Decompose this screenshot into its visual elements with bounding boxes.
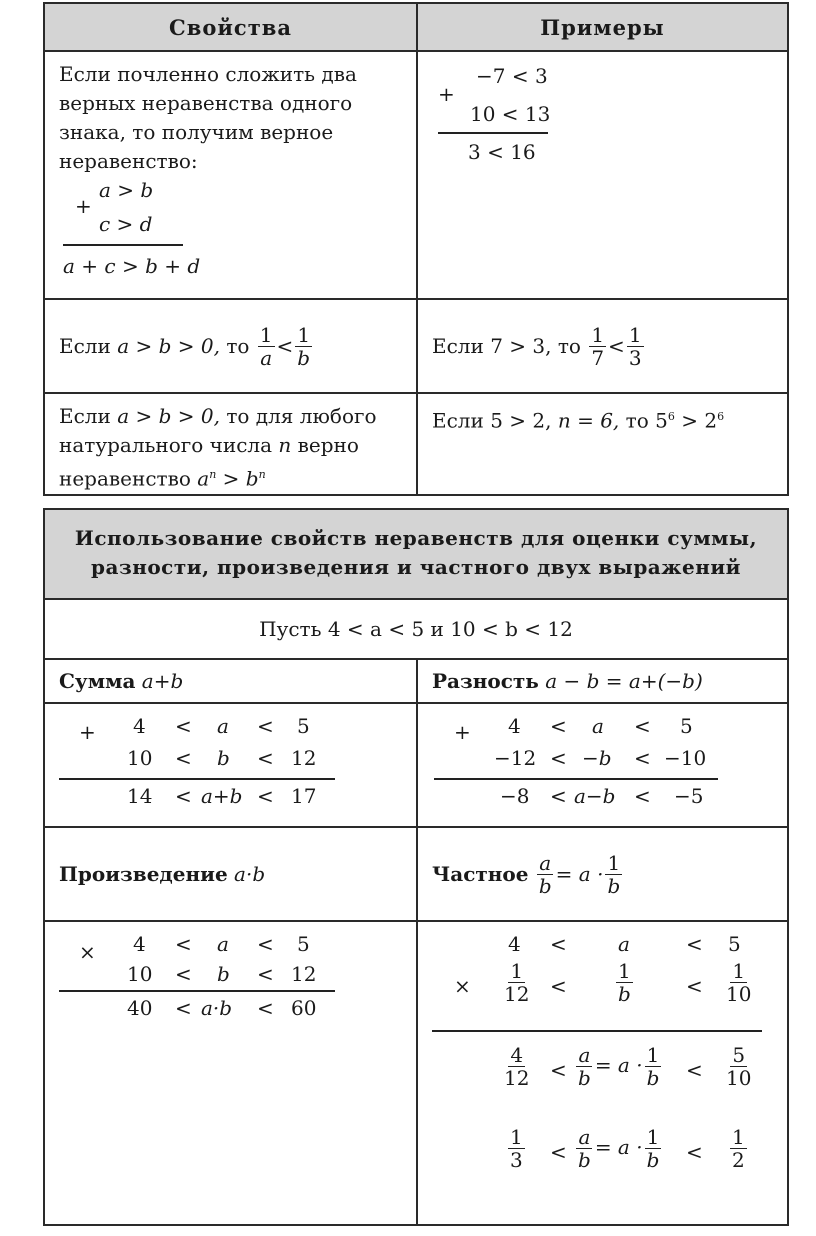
diff-r1-c5: 5 xyxy=(680,714,693,738)
prod-r2-c2: < xyxy=(175,962,192,986)
sum-diff-header-row xyxy=(45,658,787,702)
quot-r2-lt1: < xyxy=(550,974,567,998)
fraction-denominator: 2 xyxy=(732,1148,745,1172)
fraction-numerator: 5 xyxy=(732,1043,746,1067)
fraction-numerator: 1 xyxy=(732,959,746,983)
example-power-n: n = 6, xyxy=(557,408,620,433)
let-statement: Пусть 4 < a < 5 и 10 < b < 12 xyxy=(259,616,573,641)
quot-label: Частное xyxy=(432,861,529,886)
diff-label: Разность xyxy=(432,668,539,693)
sum-r3-c2: < xyxy=(175,784,192,808)
example-power-exp2: 6 xyxy=(717,410,725,423)
prod-rule xyxy=(59,990,335,992)
quot-r4-frac1 xyxy=(508,1126,525,1171)
prod-r1-c4: < xyxy=(257,932,274,956)
fraction-numerator: 1 xyxy=(259,322,273,347)
fraction-a-over-b xyxy=(576,1126,593,1171)
example-power-base1: 5 xyxy=(655,408,668,433)
less-sign: < xyxy=(276,333,294,358)
prod-label: Произведение xyxy=(59,861,228,886)
sum-r3-c1: 14 xyxy=(127,784,153,808)
less-sign: < xyxy=(608,333,625,358)
prod-r2-c5: 12 xyxy=(291,962,317,986)
diff-r3-c5: −5 xyxy=(674,784,704,808)
quot-r3-lt1: < xyxy=(550,1058,567,1082)
example-addition-scheme xyxy=(432,60,773,180)
fraction-numerator: 1 xyxy=(510,1125,523,1149)
diff-r3-c4: < xyxy=(634,784,651,808)
fraction-1-over-a xyxy=(258,324,275,369)
fraction-numerator: 4 xyxy=(510,1043,524,1067)
property-row-reciprocal xyxy=(45,298,787,392)
fraction-1-over-7 xyxy=(589,324,606,369)
diff-r1-c2: < xyxy=(550,714,567,738)
diff-r3-c1: −8 xyxy=(500,784,530,808)
quot-r3-frac1 xyxy=(502,1044,531,1089)
fraction-1-over-b xyxy=(295,324,312,369)
power-text3: верно неравенство xyxy=(59,433,359,491)
fraction-denominator: 10 xyxy=(726,982,752,1006)
power-base-a: a xyxy=(197,466,210,491)
property-row-addition xyxy=(45,50,787,298)
prod-r2-c4: < xyxy=(257,962,274,986)
fraction-denominator: b xyxy=(578,1066,591,1090)
prod-quot-scheme-row xyxy=(45,920,787,1224)
prod-sign: × xyxy=(79,940,96,964)
quot-r1-c4: < xyxy=(686,932,703,956)
quot-r2-lt2: < xyxy=(686,974,703,998)
fraction-numerator: 1 xyxy=(591,322,605,347)
sum-r2-c4: < xyxy=(257,746,274,770)
sum-r1-c5: 5 xyxy=(297,714,310,738)
fraction-denominator: b xyxy=(578,1148,591,1172)
addition-scheme xyxy=(59,176,402,286)
diff-r3-c3: a−b xyxy=(574,784,616,808)
addition-rule xyxy=(63,244,183,246)
quot-r3-frac3 xyxy=(724,1044,753,1089)
power-text1: Если xyxy=(59,404,111,428)
example-reciprocal-then: то xyxy=(557,333,581,358)
fraction-denominator: 10 xyxy=(726,1066,752,1090)
fraction-denominator: b xyxy=(538,873,552,898)
property-addition xyxy=(45,52,418,298)
quot-r2-frac2 xyxy=(616,960,633,1005)
sum-header xyxy=(45,660,418,702)
diff-header xyxy=(418,660,787,702)
reciprocal-prefix: Если xyxy=(59,333,111,358)
header-properties: Свойства xyxy=(45,4,418,50)
quot-r3-mid xyxy=(574,1044,663,1089)
property-row-power xyxy=(45,392,787,494)
diff-r2-c5: −10 xyxy=(664,746,707,770)
diff-r2-c1: −12 xyxy=(494,746,537,770)
sum-r1-c3: a xyxy=(217,714,229,738)
fraction-numerator: 1 xyxy=(732,1125,745,1149)
example-power-then: то xyxy=(625,408,649,433)
fraction-numerator: 1 xyxy=(618,959,631,983)
example-reciprocal-condition: 7 > 3, xyxy=(490,333,552,358)
reciprocal-then: то xyxy=(226,333,250,358)
fraction-denominator: 7 xyxy=(591,345,605,370)
estimation-title: Использование свойств неравенств для оценки суммы, разности, произведения и частного двух выражений xyxy=(45,510,787,598)
quot-r4-lt1: < xyxy=(550,1140,567,1164)
fraction-denominator: 12 xyxy=(504,1066,530,1090)
example-power xyxy=(418,394,787,494)
sum-r2-c1: 10 xyxy=(127,746,153,770)
fraction-a-over-b xyxy=(576,1044,593,1089)
properties-table-header xyxy=(45,4,787,50)
diff-r1-c1: 4 xyxy=(508,714,521,738)
property-reciprocal xyxy=(45,300,418,392)
fraction-numerator: 1 xyxy=(646,1125,660,1149)
prod-expr: a·b xyxy=(234,861,266,886)
prod-r1-c1: 4 xyxy=(133,932,146,956)
power-text2: то для любого натурального числа xyxy=(59,404,377,457)
header-examples: Примеры xyxy=(540,14,665,40)
prod-scheme xyxy=(45,922,418,1224)
fraction-1-over-b xyxy=(645,1044,662,1089)
quot-r4-lt2: < xyxy=(686,1140,703,1164)
estimation-title-row xyxy=(45,510,787,598)
sum-r1-c1: 4 xyxy=(133,714,146,738)
sum-r1-c2: < xyxy=(175,714,192,738)
fraction-numerator: 1 xyxy=(646,1043,660,1067)
prod-r3-c2: < xyxy=(175,996,192,1020)
addition-result: a + c > b + d xyxy=(63,254,201,278)
sum-label: Сумма xyxy=(59,668,136,693)
example-power-sign: > xyxy=(681,408,698,433)
fraction-denominator: 3 xyxy=(628,345,642,370)
fraction-numerator: 1 xyxy=(607,850,621,875)
prod-r2-c1: 10 xyxy=(127,962,153,986)
addition-line1: a > b xyxy=(99,178,154,202)
fraction-denominator: b xyxy=(607,873,621,898)
fraction-denominator: 3 xyxy=(510,1148,523,1172)
diff-columns xyxy=(432,712,773,812)
quot-r4-mid xyxy=(574,1126,663,1171)
prod-columns xyxy=(59,930,402,1030)
prod-r1-c2: < xyxy=(175,932,192,956)
sum-r3-c4: < xyxy=(257,784,274,808)
fraction-numerator: 1 xyxy=(297,322,311,347)
quot-r1-c5: 5 xyxy=(728,932,741,956)
power-condition: a > b > 0, xyxy=(117,404,220,428)
fraction-numerator: 1 xyxy=(510,959,524,983)
sum-rule xyxy=(59,778,335,780)
fraction-1-over-b xyxy=(645,1126,662,1171)
quot-rule xyxy=(432,1030,762,1032)
diff-sign: + xyxy=(454,720,471,744)
fraction-numerator: a xyxy=(539,850,552,875)
example-result: 3 < 16 xyxy=(468,140,536,164)
example-line2: 10 < 13 xyxy=(470,102,551,126)
prod-r3-c5: 60 xyxy=(291,996,317,1020)
fraction-denominator: b xyxy=(297,345,311,370)
sum-r3-c5: 17 xyxy=(291,784,317,808)
addition-line2: c > d xyxy=(99,212,153,236)
estimation-table xyxy=(43,508,789,1226)
prod-r3-c3: a·b xyxy=(201,996,233,1020)
example-rule xyxy=(438,132,548,134)
quot-r2-frac3 xyxy=(724,960,753,1005)
quot-r1-c1: 4 xyxy=(508,932,521,956)
prod-header xyxy=(45,828,418,920)
example-reciprocal xyxy=(418,300,787,392)
prod-r1-c5: 5 xyxy=(297,932,310,956)
fraction-numerator: a xyxy=(578,1125,591,1149)
sum-expr: a+b xyxy=(141,668,184,693)
sum-r2-c3: b xyxy=(217,746,230,770)
prod-r3-c1: 40 xyxy=(127,996,153,1020)
sum-diff-scheme-row xyxy=(45,702,787,826)
properties-table xyxy=(43,2,789,496)
power-exp-b: n xyxy=(258,468,266,481)
fraction-1-over-3 xyxy=(627,324,644,369)
addition-text: Если почленно сложить два верных неравенства одного знака, то получим верное неравенство: xyxy=(59,62,357,173)
sum-r2-c2: < xyxy=(175,746,192,770)
sum-sign: + xyxy=(79,720,96,744)
quot-r2-frac1 xyxy=(502,960,531,1005)
fraction-numerator: 1 xyxy=(628,322,642,347)
quot-r3-lt2: < xyxy=(686,1058,703,1082)
fraction-denominator: a xyxy=(260,345,273,370)
quot-eq: = a · xyxy=(594,1053,643,1077)
diff-r2-c2: < xyxy=(550,746,567,770)
reciprocal-condition: a > b > 0, xyxy=(117,333,220,358)
fraction-denominator: b xyxy=(618,982,631,1006)
diff-r3-c2: < xyxy=(550,784,567,808)
diff-r1-c4: < xyxy=(634,714,651,738)
diff-expr: a − b = a+(−b) xyxy=(545,668,703,693)
prod-r1-c3: a xyxy=(217,932,229,956)
fraction-numerator: a xyxy=(578,1043,591,1067)
sum-scheme xyxy=(45,704,418,826)
power-base-b: b xyxy=(245,466,259,491)
property-power xyxy=(45,394,418,494)
quot-eq: = a · xyxy=(555,861,604,886)
sum-r1-c4: < xyxy=(257,714,274,738)
example-reciprocal-prefix: Если xyxy=(432,333,484,358)
power-n: n xyxy=(278,433,292,457)
let-row xyxy=(45,598,787,658)
addition-plus: + xyxy=(75,194,92,218)
prod-quot-header-row xyxy=(45,826,787,920)
prod-r2-c3: b xyxy=(217,962,230,986)
example-line1: −7 < 3 xyxy=(476,64,548,88)
quot-r4-frac3 xyxy=(730,1126,747,1171)
fraction-denominator: b xyxy=(646,1066,660,1090)
power-sign: > xyxy=(222,466,240,491)
diff-r2-c3: −b xyxy=(582,746,612,770)
quot-r1-c3: a xyxy=(618,932,630,956)
sum-columns xyxy=(59,712,402,812)
diff-scheme xyxy=(418,704,787,826)
example-power-text: Если 5 > 2, xyxy=(432,408,552,433)
sum-r3-c3: a+b xyxy=(201,784,243,808)
quot-columns xyxy=(432,930,773,1220)
example-power-base2: 2 xyxy=(704,408,718,433)
fraction-a-over-b xyxy=(537,852,554,897)
diff-r2-c4: < xyxy=(634,746,651,770)
example-plus: + xyxy=(438,82,455,106)
fraction-denominator: b xyxy=(646,1148,660,1172)
example-power-exp1: 6 xyxy=(667,410,675,423)
quot-eq: = a · xyxy=(594,1135,643,1159)
quot-scheme xyxy=(418,922,787,1224)
prod-r3-c4: < xyxy=(257,996,274,1020)
quot-r1-c2: < xyxy=(550,932,567,956)
sum-r2-c5: 12 xyxy=(291,746,317,770)
power-exp-a: n xyxy=(209,468,217,481)
diff-rule xyxy=(434,778,718,780)
fraction-1-over-b xyxy=(605,852,622,897)
fraction-denominator: 12 xyxy=(504,982,530,1006)
quot-header xyxy=(418,828,787,920)
diff-r1-c3: a xyxy=(592,714,604,738)
quot-sign: × xyxy=(454,974,471,998)
example-addition xyxy=(418,52,787,298)
